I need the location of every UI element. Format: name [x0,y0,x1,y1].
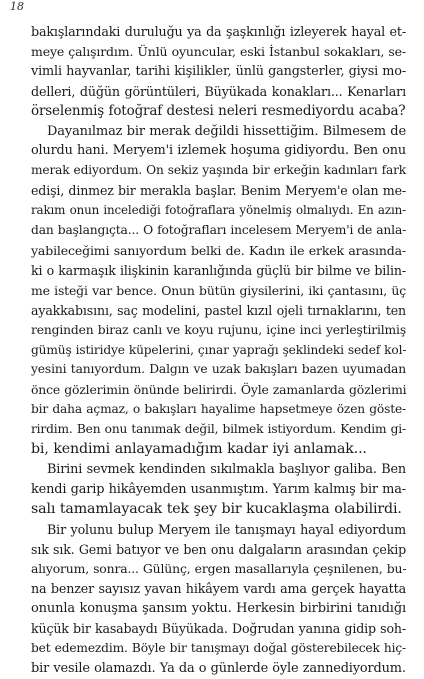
text-line: bet edemezdim. Böyle bir tanışmayı doğal gösterebilecek hiç- [31,641,406,656]
text-line: küçük bir kasabaydı Büyükada. Doğrudan yanına gidip soh- [31,621,406,637]
text-line: Birini sevmek kendinden sıkılmakla başlıyor galiba. Ben [47,461,406,477]
text-line: merak ediyordum. On sekiz yaşında bir erkeğin kadınları fark [31,163,406,178]
page-number: 18 [10,0,24,13]
text-line: Dayanılmaz bir merak değildi hissettiğim. Bilmesem de [47,123,406,139]
text-line: alıyorum, sonra... Gülünç, ergen masallarıyla çeşnilenen, bu- [31,561,407,577]
text-line: renginden biraz canlı ve koyu rujunu, içine inci yerleştirilmiş [31,322,406,337]
text-line: Bir yolunu bulup Meryem ile tanışmayı hayal ediyordum [47,521,406,537]
text-line: yabileceğimi sanıyordum belki de. Kadın ile erkek arasında- [31,242,406,258]
text-line: na benzer sayısız yavan hikâyem vardı ama gerçek hayatta [31,581,406,597]
text-line: onunla konuşma şansım yoktu. Herkesin birbirini tanıdığı [31,601,406,617]
text-line: önce gözlerimin önünde belirirdi. Öyle zamanlarda gözlerimi [31,382,407,398]
text-line: rakım onun incelediği fotoğraflara yönelmiş olmalıydı. En azın- [31,203,406,218]
text-line: bakışlarındaki duruluğu ya da şaşkınlığı izleyerek hayal et- [31,24,406,39]
text-line: edişi, dinmez bir merakla başlar. Benim Meryem'e olan me- [31,183,406,199]
text-line: rirdim. Ben onu tanımak değil, bilmek istiyordum. Kendim gi- [31,422,406,437]
text-line: salı tamamlayacak tek şey bir kucaklaşma olabilirdi. [31,500,402,517]
text-line: ki o karmaşık ilişkinin karanlığında güçlü bir bilme ve bilin- [31,262,406,278]
text-line: meye çalışırdım. Ünlü oyuncular, eski İstanbul sokakları, se- [31,43,406,59]
text-line: me isteği var bence. Onun bütün giysilerini, iki çantasını, üç [31,282,406,298]
text-line: delleri, düğün görüntüleri, Büyükada konakları... Kenarları [31,83,406,99]
text-line: örselenmiş fotoğraf destesi neleri resmediyordu acaba? [31,102,406,119]
text-line: ayakkabısını, saç modelini, pastel kızıl ojeli tırnaklarını, ten [31,302,406,318]
text-line: olurdu hani. Meryem'i izlemek hoşuma gidiyordu. Ben onu [31,143,406,159]
body-text [31,22,406,679]
text-line: gümüş istiridye küpelerini, çınar yaprağı şeklindeki sedef kol- [31,342,407,357]
text-line: bi, kendimi anlayamadığım kadar iyi anlamak... [31,441,367,458]
text-line: dan başlangıçta... O fotoğrafları incelesem Meryem'i de anla- [31,223,407,238]
text-line: bir vesile olamazdı. Ya da o günlerde öyle zannediyordum. [31,661,406,676]
text-line: yesini tanıyordum. Dalgın ve uzak bakışları bazen uyumadan [31,362,406,377]
text-line: kendi garip hikâyemden usanmıştım. Yarım kalmış bir ma- [31,481,406,497]
text-line: vimli hayvanlar, tarihi kişilikler, ünlü gangsterler, giysi mo- [31,63,406,79]
text-line: bir daha açmaz, o bakışları hayalime hapsetmeye özen göste- [31,402,406,417]
text-line: sık sık. Gemi batıyor ve ben onu dalgaların arasından çekip [31,541,406,557]
